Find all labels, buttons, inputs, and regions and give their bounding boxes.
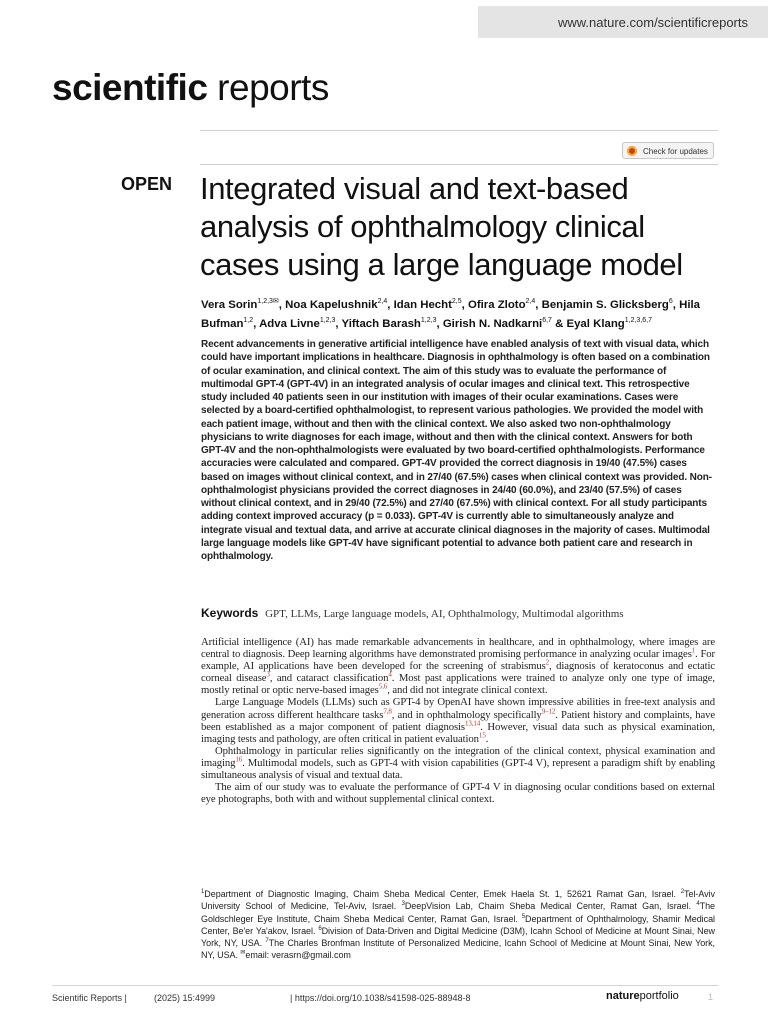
reference-link[interactable]: 7,8 — [383, 707, 392, 715]
affiliation-number: 6 — [318, 925, 322, 932]
author-name[interactable]: Hila Bufman — [201, 298, 701, 330]
title-divider — [200, 164, 718, 165]
reference-link[interactable]: 1 — [691, 646, 696, 655]
journal-url-bar — [0, 0, 768, 40]
brand-bold: nature — [606, 990, 640, 1002]
author-name[interactable]: Idan Hecht — [393, 298, 452, 311]
check-for-updates-button[interactable] — [622, 142, 714, 159]
author-separator: , — [278, 298, 286, 311]
body-text: , and in ophthalmology specifically — [391, 708, 542, 721]
affiliation-number: ✉ — [240, 950, 246, 957]
affiliation-text: The Goldschleger Eye Institute, Chaim Sheba Medical Center, Ramat Gan, Israel. — [201, 901, 715, 924]
reference-link[interactable]: 5,6 — [378, 682, 388, 691]
journal-url-link[interactable]: www.nature.com/scientificreports — [557, 15, 748, 30]
author-separator: , — [461, 298, 468, 311]
author-separator: , — [335, 317, 342, 330]
keywords-list: GPT, LLMs, Large language models, AI, Ophthalmology, Multimodal algorithms — [265, 608, 624, 620]
author-affiliation-marks: 2,4 — [377, 298, 388, 305]
affiliation-number: 7 — [265, 938, 269, 945]
body-text: . Most past applications were trained to analyze only one type of image, mostly retinal or optic nerve-based images — [201, 672, 715, 697]
header-divider — [200, 130, 718, 131]
body-text: . Patient history and complaints, have been established as a major component of patient diagnosis — [201, 708, 715, 733]
body-text: Artificial intelligence (AI) has made remarkable advancements in healthcare, and in ophthalmology, where images are central to diagnosis. Deep learning algorithms have demonstrated promising performance in analyzing ocular images — [201, 636, 715, 661]
logo-bold-text: scientific — [52, 67, 208, 108]
affiliation-text: The Charles Bronfman Institute of Personalized Medicine, Icahn School of Medicine at Mount Sinai, New York, NY, USA. — [201, 938, 715, 961]
affiliation-text: DeepVision Lab, Chaim Sheba Medical Center, Ramat Gan, Israel. — [404, 901, 697, 912]
body-paragraph — [201, 636, 715, 696]
author-name[interactable]: Yiftach Barash — [341, 317, 421, 330]
reference-link[interactable]: 13,14 — [464, 719, 481, 728]
reference-link[interactable]: 3 — [266, 670, 270, 679]
author-name[interactable]: Vera Sorin — [201, 298, 258, 311]
author-affiliation-marks: 2,4 — [525, 298, 536, 305]
author-affiliation-marks: 1,2,3,6,7 — [624, 316, 652, 324]
reference-link[interactable]: 2 — [545, 658, 550, 667]
journal-logo[interactable] — [52, 68, 329, 108]
author-separator: & — [551, 317, 567, 330]
footer-journal: Scientific Reports | — [52, 993, 127, 1003]
nature-portfolio-logo — [606, 990, 679, 1002]
page-number: 1 — [708, 992, 714, 1002]
author-separator: , — [535, 298, 542, 311]
body-paragraph — [201, 781, 715, 805]
keywords-section — [201, 605, 721, 622]
footer-doi-link[interactable]: | https://doi.org/10.1038/s41598-025-88948-8 — [290, 993, 471, 1003]
body-text: . For example, AI applications have been developed for the screening of strabismus — [201, 648, 715, 673]
affiliation-number: 2 — [680, 889, 685, 895]
body-text: Large Language Models (LLMs) such as GPT-4 by OpenAI have shown impressive abilities in free-text analysis and generation across different healthcare tasks — [201, 696, 715, 721]
crossmark-icon — [627, 146, 637, 156]
check-for-updates-label: Check for updates — [643, 147, 708, 156]
author-separator: , — [672, 298, 680, 311]
body-text: , diagnosis of keratoconus and ectatic corneal disease — [201, 660, 715, 685]
body-text: , and cataract classification — [269, 672, 389, 685]
affiliation-text: Division of Data-Driven and Digital Medicine (D3M), Icahn School of Medicine at Mount Sinai, New York, NY, USA. — [201, 925, 715, 949]
keywords-label: Keywords — [201, 606, 259, 620]
author-list — [201, 294, 721, 332]
author-affiliation-marks: 6,7 — [542, 316, 552, 324]
footer-citation: (2025) 15:4999 — [154, 993, 216, 1003]
affiliation-text: Department of Diagnostic Imaging, Chaim Sheba Medical Center, Emek Haela St. 1, 52621 Ramat Gan, Israel. — [204, 889, 681, 899]
author-name[interactable]: Eyal Klang — [566, 317, 625, 330]
author-separator: , — [436, 317, 443, 330]
author-affiliation-marks: 1,2,3✉ — [257, 298, 279, 305]
author-affiliation-marks: 2,5 — [451, 298, 462, 305]
author-affiliation-marks: 1,2,3 — [420, 316, 437, 324]
affiliation-text: Department of Ophthalmology, Shamir Medical Center, Be'er Ya'akov, Israel. — [201, 913, 715, 936]
reference-link[interactable]: 16 — [235, 755, 243, 764]
body-text: Ophthalmology in particular relies significantly on the integration of the clinical context, physical examination and imaging — [201, 744, 715, 769]
author-name[interactable]: Ofira Zloto — [467, 298, 526, 311]
affiliation-text: email: verasrn@gmail.com — [245, 950, 351, 961]
open-access-label: OPEN — [121, 174, 173, 194]
author-name[interactable]: Adva Livne — [259, 317, 320, 330]
affiliation-number: 5 — [521, 913, 525, 920]
body-text: , and did not integrate clinical context. — [387, 684, 548, 697]
affiliation-number: 3 — [401, 901, 405, 908]
author-name[interactable]: Girish N. Nadkarni — [442, 317, 543, 330]
body-text: . — [485, 732, 489, 745]
brand-light: portfolio — [639, 990, 679, 1002]
article-title: Integrated visual and text-based analysis of ophthalmology clinical cases using a large language model — [200, 171, 683, 282]
reference-link[interactable]: 9–12 — [541, 707, 556, 715]
affiliation-number: 4 — [696, 901, 700, 908]
author-affiliation-marks: 1,2,3 — [319, 316, 336, 324]
body-text: . However, visual data such as physical examination, imaging tests and pathology, are often critical in patient evaluation — [201, 720, 715, 745]
abstract: Recent advancements in generative artificial intelligence have enabled analysis of text with visual data, which could have important implications in healthcare. Diagnosis in ophthalmology is often based on a combination of ocular examination, and clinical context. The aim of this study was to evaluate the performance of multimodal GPT-4 (GPT-4V) in an integrated analysis of ocular images and clinical text. This retrospective study included 40 patients seen in our institution with images of their ocular examinations. Cases were selected by a board-certified ophthalmologist, to represent various pathologies. We provided the model with each patient image, without and then with the clinical context. We also asked two non-ophthalmology physicians to write diagnoses for each image, without and then with the clinical context. Answers for both GPT-4V and the non-ophthalmologists were evaluated by two board-certified ophthalmologists. Performance accuracies were calculated and compared. GPT-4V provided the correct diagnosis in 19/40 (47.5%) cases based on images without clinical context, and in 27/40 (67.5%) cases when clinical context was provided. Non-ophthalmologist physicians provided the correct diagnoses in 24/40 (60.0%), and 23/40 (57.5%) of cases without clinical context, and in 29/40 (72.5%) and 27/40 (67.5%) with clinical context. For all study participants adding context improved accuracy (p = 0.033). GPT-4V is currently able to simultaneously analyze and integrate visual and textual data, and arrive at accurate clinical diagnoses in the majority of cases. Multimodal large language models like GPT-4V have significant potential to advance both patient care and research in ophthalmology. — [201, 339, 712, 562]
body-text: The aim of our study was to evaluate the performance of GPT-4 V in diagnosing ocular conditions based on external eye photographs, both with and without supplemental clinical context. — [201, 781, 715, 806]
footer-divider — [52, 985, 718, 986]
author-name[interactable]: Benjamin S. Glicksberg — [541, 298, 669, 311]
author-separator: , — [387, 298, 394, 311]
reference-link[interactable]: 4 — [388, 670, 392, 679]
article-body — [201, 636, 715, 805]
affiliation-text: Tel-Aviv University School of Medicine, Tel-Aviv, Israel. — [201, 889, 715, 912]
reference-link[interactable]: 15 — [478, 731, 486, 740]
author-separator: , — [253, 317, 260, 330]
author-affiliation-marks: 1,2 — [243, 316, 254, 324]
body-text: . Multimodal models, such as GPT-4 with vision capabilities (GPT-4 V), represent a paradigm shift by enabling simultaneous analysis of visual and textual data. — [201, 756, 715, 782]
body-paragraph — [201, 745, 715, 781]
affiliation-number: 1 — [201, 889, 205, 895]
body-paragraph — [201, 696, 715, 744]
logo-light-text: reports — [207, 67, 329, 108]
author-affiliation-marks: 6 — [668, 298, 673, 305]
author-name[interactable]: Noa Kapelushnik — [285, 298, 378, 311]
affiliations — [201, 888, 715, 962]
